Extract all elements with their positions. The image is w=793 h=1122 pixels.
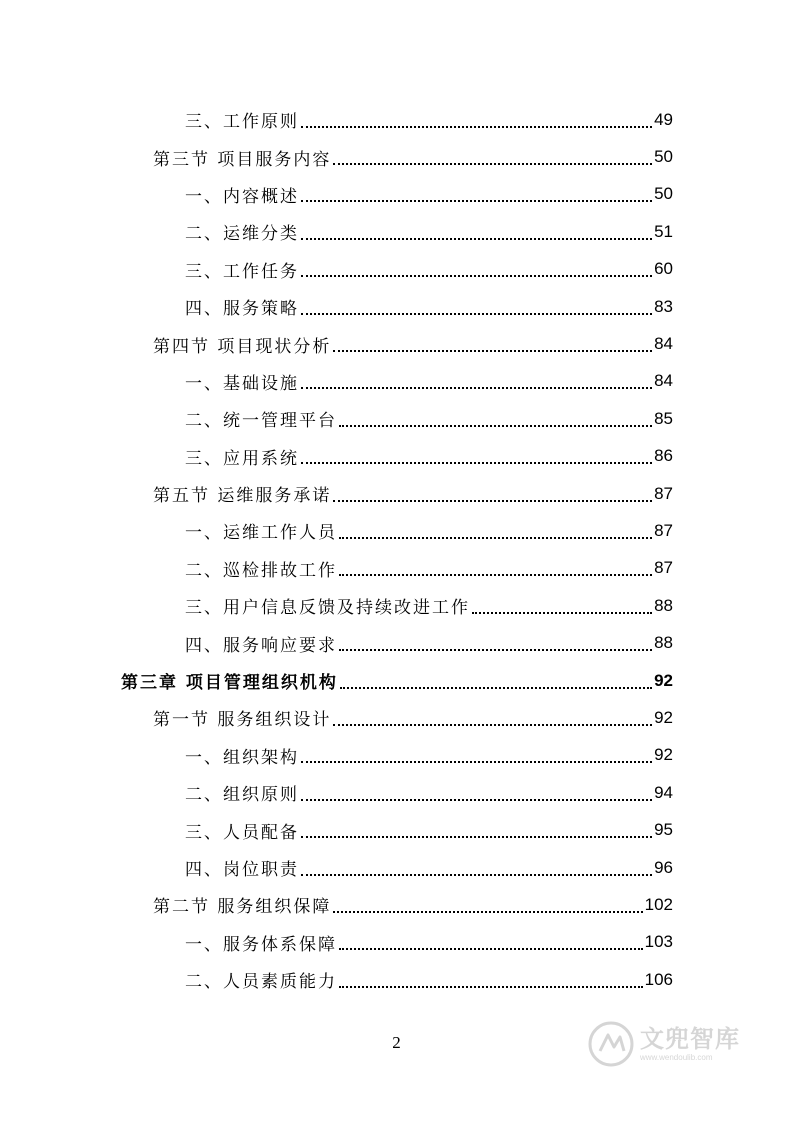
- toc-entry[interactable]: [0, 475, 673, 512]
- watermark-title: 文兜智库: [640, 1024, 740, 1053]
- wendou-logo-icon: [588, 1021, 634, 1067]
- toc-entry-title: 一、运维工作人员: [185, 523, 337, 544]
- toc-entry-page: 83: [654, 296, 673, 316]
- toc-leader-dots: [301, 462, 652, 464]
- toc-leader-dots: [301, 874, 652, 876]
- toc-entry-page: 103: [644, 932, 673, 952]
- toc-entry-page: 49: [654, 109, 673, 129]
- toc-entry-title: 二、巡检排故工作: [185, 560, 337, 581]
- toc-entry-page: 87: [654, 558, 673, 578]
- toc-entry[interactable]: [0, 886, 673, 923]
- toc-entry[interactable]: [0, 176, 673, 213]
- toc-entry-page: 87: [654, 483, 673, 503]
- toc-leader-dots: [301, 387, 652, 389]
- toc-entry[interactable]: [0, 587, 673, 624]
- toc-entry-title: 三、用户信息反馈及持续改进工作: [185, 598, 470, 619]
- toc-leader-dots: [339, 574, 652, 576]
- toc-entry-page: 50: [654, 184, 673, 204]
- toc-entry-page: 92: [654, 707, 673, 727]
- toc-entry-title: 一、组织架构: [185, 747, 299, 768]
- toc-leader-dots: [301, 275, 652, 277]
- toc-leader-dots: [301, 238, 652, 240]
- toc-entry-page: 92: [654, 670, 673, 690]
- toc-entry-title: 二、运维分类: [185, 224, 299, 245]
- toc-entry[interactable]: [0, 138, 673, 175]
- toc-entry-title: 第三节 项目服务内容: [153, 149, 332, 170]
- toc-entry-page: 96: [654, 857, 673, 877]
- toc-entry-page: 87: [654, 520, 673, 540]
- toc-entry-page: 84: [654, 371, 673, 391]
- toc-leader-dots: [339, 425, 652, 427]
- toc-entry[interactable]: [0, 624, 673, 661]
- toc-leader-dots: [339, 649, 652, 651]
- toc-entry-title: 第三章 项目管理组织机构: [121, 673, 338, 694]
- toc-entry[interactable]: [0, 737, 673, 774]
- toc-entry[interactable]: [0, 924, 673, 961]
- toc-leader-dots: [301, 836, 652, 838]
- toc-leader-dots: [301, 799, 652, 801]
- toc-entry-page: 102: [644, 894, 673, 914]
- toc-entry-title: 二、统一管理平台: [185, 411, 337, 432]
- toc-entry[interactable]: [0, 438, 673, 475]
- toc-entry-title: 一、内容概述: [185, 186, 299, 207]
- toc-leader-dots: [301, 126, 652, 128]
- toc-entry[interactable]: [0, 774, 673, 811]
- toc-leader-dots: [333, 911, 642, 913]
- toc-entry[interactable]: [0, 288, 673, 325]
- toc-entry-title: 四、服务响应要求: [185, 635, 337, 656]
- toc-entry[interactable]: [0, 699, 673, 736]
- toc-entry[interactable]: [0, 400, 673, 437]
- toc-entry[interactable]: [0, 849, 673, 886]
- toc-leader-dots: [301, 761, 652, 763]
- toc-entry-page: 86: [654, 446, 673, 466]
- toc-entry-page: 92: [654, 745, 673, 765]
- toc-entry[interactable]: [0, 251, 673, 288]
- toc-leader-dots: [339, 537, 652, 539]
- toc-entry-page: 50: [654, 147, 673, 167]
- toc-leader-dots: [339, 948, 643, 950]
- toc-entry-title: 三、人员配备: [185, 822, 299, 843]
- toc-leader-dots: [333, 350, 652, 352]
- toc-entry-page: 84: [654, 334, 673, 354]
- toc-entry-page: 88: [654, 595, 673, 615]
- toc-leader-dots: [301, 200, 652, 202]
- toc-entry[interactable]: [0, 213, 673, 250]
- toc-entry-title: 第五节 运维服务承诺: [153, 486, 332, 507]
- toc-entry-title: 第二节 服务组织保障: [153, 897, 332, 918]
- page-number: 2: [392, 1033, 401, 1052]
- toc-entry-title: 一、基础设施: [185, 373, 299, 394]
- toc-leader-dots: [301, 313, 652, 315]
- toc-entry-page: 85: [654, 408, 673, 428]
- toc-leader-dots: [340, 687, 652, 689]
- toc-entry-title: 二、人员素质能力: [185, 972, 337, 993]
- toc-leader-dots: [333, 163, 652, 165]
- table-of-contents: [0, 101, 793, 998]
- toc-entry[interactable]: [0, 811, 673, 848]
- toc-entry-page: 94: [654, 782, 673, 802]
- toc-entry[interactable]: [0, 363, 673, 400]
- toc-entry-title: 三、应用系统: [185, 448, 299, 469]
- toc-leader-dots: [333, 500, 652, 502]
- toc-entry-title: 二、组织原则: [185, 785, 299, 806]
- toc-leader-dots: [472, 612, 652, 614]
- toc-entry-title: 四、岗位职责: [185, 860, 299, 880]
- toc-entry-title: 三、工作任务: [185, 261, 299, 282]
- toc-entry-title: 第四节 项目现状分析: [153, 336, 332, 357]
- toc-leader-dots: [339, 986, 643, 988]
- toc-entry-title: 一、服务体系保障: [185, 934, 337, 955]
- toc-entry[interactable]: [0, 101, 673, 138]
- toc-entry-page: 95: [654, 820, 673, 840]
- toc-entry-title: 四、服务策略: [185, 299, 299, 320]
- toc-leader-dots: [333, 724, 652, 726]
- toc-entry-page: 51: [654, 221, 673, 241]
- watermark: [588, 1018, 758, 1070]
- toc-entry[interactable]: [0, 961, 673, 998]
- toc-entry-title: 第一节 服务组织设计: [153, 710, 332, 731]
- toc-entry-page: 88: [654, 633, 673, 653]
- toc-entry-page: 60: [654, 259, 673, 279]
- toc-entry[interactable]: [0, 512, 673, 549]
- toc-entry[interactable]: [0, 325, 673, 362]
- watermark-url: www.wendoulib.com: [640, 1052, 713, 1062]
- toc-entry[interactable]: [0, 662, 673, 699]
- toc-entry-page: 106: [644, 969, 673, 989]
- toc-entry-title: 三、工作原则: [185, 112, 299, 133]
- toc-entry[interactable]: [0, 550, 673, 587]
